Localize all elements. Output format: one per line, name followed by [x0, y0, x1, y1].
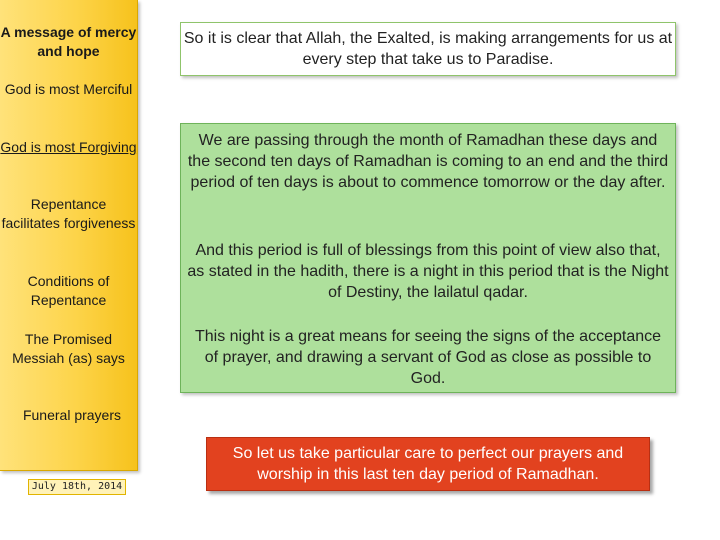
sidebar-item-message-of-mercy[interactable]: A message of mercy and hope	[0, 24, 137, 59]
date-badge: July 18th, 2014	[28, 479, 126, 495]
green-content-box	[180, 123, 676, 393]
callout-box	[206, 437, 650, 491]
callout-text: So let us take particular care to perfect our prayers and worship in this last ten day period of Ramadhan.	[232, 445, 624, 483]
sidebar-item-god-most-forgiving[interactable]: God is most Forgiving	[0, 139, 137, 155]
paragraph-acceptance-of-prayer: This night is a great means for seeing the signs of the acceptance of prayer, and drawing a servant of God as close as possible to God.	[194, 328, 662, 387]
sidebar-item-conditions-of-repentance[interactable]: Conditions of Repentance	[27, 273, 110, 308]
sidebar-panel	[0, 0, 138, 471]
paragraph-ramadhan: We are passing through the month of Ramadhan these days and the second ten days of Ramadhan is coming to an end and the third period of ten days is about to commence tomorrow or the day after.	[187, 132, 669, 191]
top-text-box	[180, 22, 676, 76]
sidebar-item-promised-messiah[interactable]: The Promised Messiah (as) says	[12, 331, 125, 366]
sidebar-item-repentance-forgiveness[interactable]: Repentance facilitates forgiveness	[1, 196, 136, 231]
sidebar-item-god-most-merciful[interactable]: God is most Merciful	[4, 81, 133, 97]
sidebar-item-funeral-prayers[interactable]: Funeral prayers	[22, 407, 122, 423]
top-text: So it is clear that Allah, the Exalted, is making arrangements for us at every step that take us to Paradise.	[183, 30, 673, 68]
paragraph-night-of-destiny: And this period is full of blessings from this point of view also that, as stated in the hadith, there is a night in this period that is the Night of Destiny, the lailatul qadar.	[187, 242, 669, 301]
